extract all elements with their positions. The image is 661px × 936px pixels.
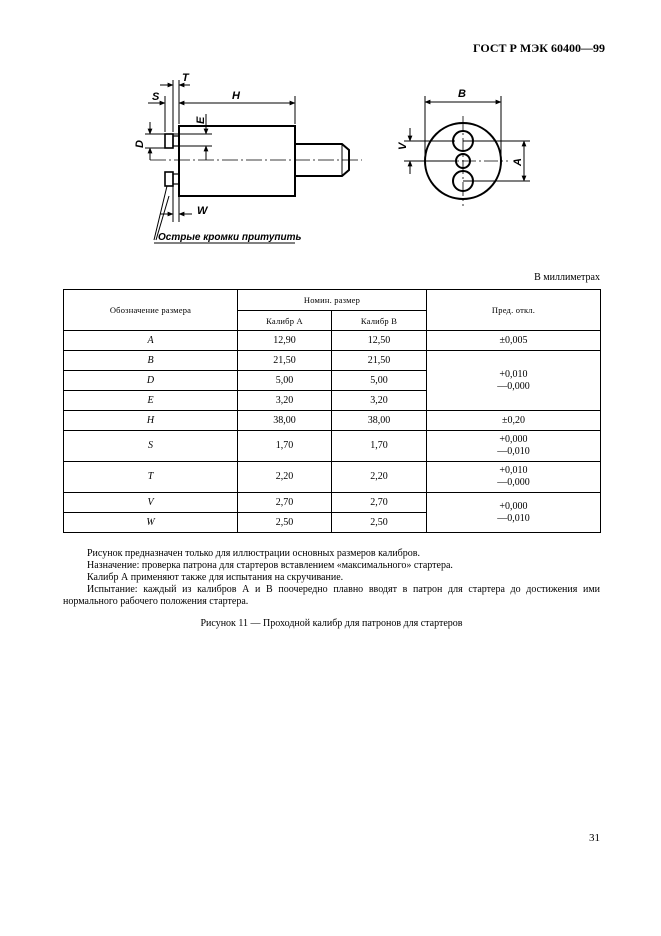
gauge-a-value: 21,50 [238,351,332,371]
label-e: E [195,116,207,124]
tolerance-lower: —0,010 [497,446,530,457]
gauge-b-value: 5,00 [332,371,427,391]
table-row [64,331,601,351]
page-number: 31 [589,832,600,844]
tolerance-value [427,462,601,493]
dimensions-table [63,289,601,533]
row-symbol: H [64,411,238,431]
gauge-b-value: 2,20 [332,462,427,493]
row-symbol: S [64,431,238,462]
gauge-a-value: 2,50 [238,513,332,533]
row-symbol: E [64,391,238,411]
note-paragraph: Калибр А применяют также для испытания на скручивание. [87,572,344,583]
row-symbol: A [64,331,238,351]
tolerance-lower: —0,000 [497,380,530,392]
gauge-a-value: 2,70 [238,493,332,513]
table-row [64,493,601,513]
tolerance-value [427,431,601,462]
gauge-b-value: 2,70 [332,493,427,513]
gauge-b-value: 12,50 [332,331,427,351]
label-b: B [458,88,466,100]
gauge-b-value: 1,70 [332,431,427,462]
note-paragraph: Испытание: каждый из калибров А и В поочередно плавно вводят в патрон для стартера до достижения ими нормального рабочего положения стартера. [63,584,600,607]
tolerance-lower: —0,000 [497,477,530,488]
gauge-a-value: 2,20 [238,462,332,493]
label-w: W [197,205,208,217]
gauge-b-value: 38,00 [332,411,427,431]
tolerance-value [427,351,601,411]
label-v: V [397,142,409,150]
table-row [64,431,601,462]
gauge-b-value: 2,50 [332,513,427,533]
note-paragraph: Рисунок предназначен только для иллюстрации основных размеров калибров. [87,548,420,559]
notes [63,548,600,608]
tolerance-upper: +0,010 [499,368,528,380]
gauge-a-value: 12,90 [238,331,332,351]
gauge-b-value: 21,50 [332,351,427,371]
figure-caption: Рисунок 11 — Проходной калибр для патронов для стартеров [200,618,463,629]
row-symbol: D [64,371,238,391]
gauge-b-value: 3,20 [332,391,427,411]
gauge-a-value: 3,20 [238,391,332,411]
gauge-a-value: 1,70 [238,431,332,462]
row-symbol: V [64,493,238,513]
tolerance-upper: +0,000 [499,500,528,512]
label-a: A [512,158,524,166]
header-gauge-a: Калибр А [238,311,332,331]
leader-note: Острые кромки притупить [158,232,302,243]
row-symbol: W [64,513,238,533]
units-note: В миллиметрах [534,272,600,283]
tolerance-upper: +0,000 [499,434,528,445]
tolerance-lower: —0,010 [497,512,530,524]
header-gauge-b: Калибр В [332,311,427,331]
upper-pin [165,134,173,148]
label-d: D [134,140,146,148]
row-symbol: B [64,351,238,371]
tolerance-value: ±0,20 [427,411,601,431]
label-s: S [152,91,160,103]
label-h: H [232,90,240,102]
table-row [64,462,601,493]
gauge-a-value: 38,00 [238,411,332,431]
table-row [64,351,601,371]
row-symbol: T [64,462,238,493]
tolerance-upper: +0,010 [499,465,528,476]
header-designation: Обозначение размера [64,290,238,331]
lower-pin [165,172,173,186]
tolerance-value: ±0,005 [427,331,601,351]
header-nominal: Номин. размер [238,290,427,311]
gauge-body [179,126,295,196]
header-tolerance: Пред. откл. [427,290,601,331]
label-t: T [182,72,189,84]
document-code: ГОСТ Р МЭК 60400—99 [473,41,605,55]
note-paragraph: Назначение: проверка патрона для стартеров вставлением «максимального» стартера. [87,560,453,571]
tolerance-value [427,493,601,533]
gauge-drawing [0,0,661,260]
table-row [64,411,601,431]
gauge-a-value: 5,00 [238,371,332,391]
